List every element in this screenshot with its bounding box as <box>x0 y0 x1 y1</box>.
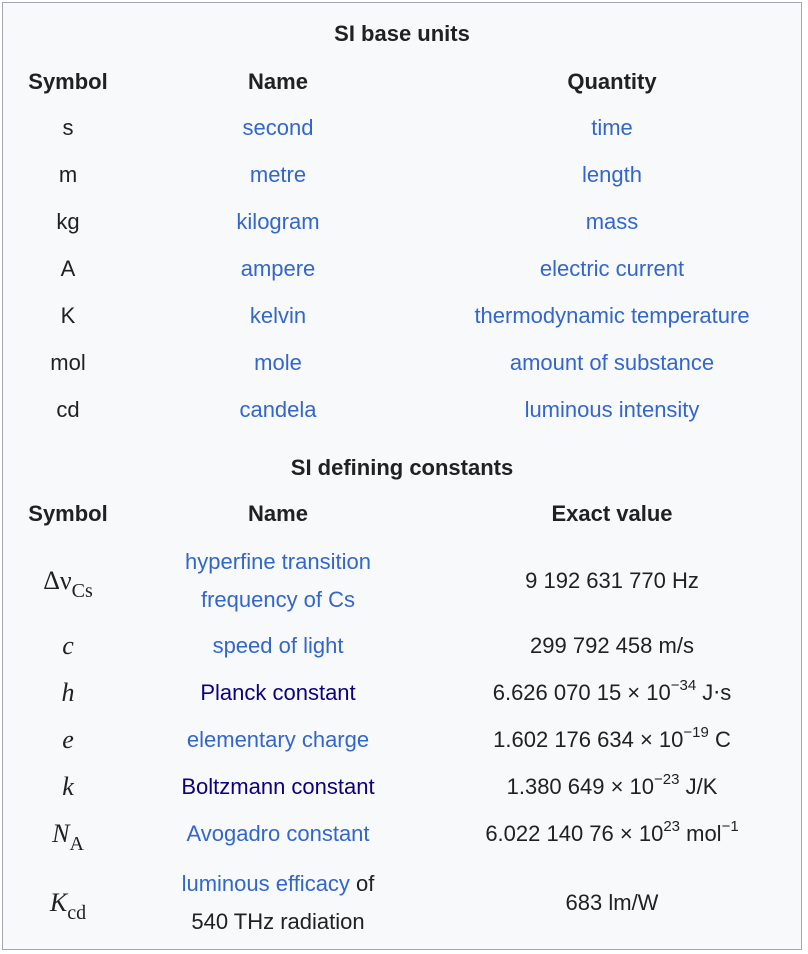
value-unit: C <box>708 727 731 752</box>
constant-symbol <box>3 772 133 802</box>
constant-value: 683 lm/W <box>565 890 659 915</box>
table-row <box>3 254 801 284</box>
constant-symbol <box>3 566 133 602</box>
quantity-link[interactable]: mass <box>585 209 639 234</box>
si-units-infobox <box>2 2 802 950</box>
table-row <box>3 113 801 143</box>
value-exponent: −34 <box>670 677 697 694</box>
base-units-caption: SI base units <box>334 21 470 46</box>
table-row <box>3 395 801 425</box>
unit-name-link[interactable]: candela <box>239 397 317 422</box>
value-exponent: 23 <box>663 818 680 835</box>
constant-value <box>423 819 801 849</box>
symbol-base: c <box>62 631 74 660</box>
symbol-base: Δν <box>43 566 72 595</box>
constant-symbol <box>3 725 133 755</box>
unit-symbol: kg <box>56 209 80 234</box>
value-mantissa: 1.380 649 × 10 <box>506 774 655 799</box>
constant-name-link[interactable]: elementary charge <box>186 727 370 752</box>
value-exponent: −23 <box>654 771 680 788</box>
unit-symbol: cd <box>56 397 80 422</box>
unit-name-link[interactable]: second <box>242 115 314 140</box>
unit-symbol: A <box>60 256 76 281</box>
unit-name-link[interactable]: ampere <box>240 256 316 281</box>
value-mantissa: 6.022 140 76 × 10 <box>485 821 664 846</box>
symbol-base: e <box>62 725 74 754</box>
constant-value <box>423 725 801 755</box>
constant-value: 299 792 458 m/s <box>530 633 694 658</box>
header-name: Name <box>248 501 308 526</box>
constant-name <box>133 543 423 619</box>
constant-name-link[interactable]: speed of light <box>212 633 344 658</box>
value-unit: J/K <box>679 774 718 799</box>
symbol-subscript: Cs <box>71 580 93 602</box>
quantity-link[interactable]: electric current <box>539 256 685 281</box>
name-line-1: hyperfine transition <box>185 549 371 574</box>
quantity-link[interactable]: thermodynamic temperature <box>474 303 750 328</box>
quantity-link[interactable]: luminous intensity <box>524 397 700 422</box>
unit-name-link[interactable]: mole <box>254 350 302 375</box>
quantity-link[interactable]: time <box>591 115 633 140</box>
name-rest: of <box>349 871 375 896</box>
table-row <box>3 725 801 755</box>
table-row <box>3 301 801 331</box>
value-unit: J⋅s <box>696 680 732 705</box>
value-exponent: −19 <box>683 724 709 741</box>
quantity-link[interactable]: amount of substance <box>509 350 715 375</box>
table-row <box>3 631 801 661</box>
header-symbol: Symbol <box>28 69 108 94</box>
symbol-subscript: A <box>69 833 84 855</box>
symbol-base: K <box>49 888 68 917</box>
constant-symbol <box>3 678 133 708</box>
constant-name-link[interactable] <box>185 549 371 612</box>
name-line-2: frequency of Cs <box>200 587 356 612</box>
header-quantity: Quantity <box>567 69 657 94</box>
symbol-subscript: cd <box>67 902 87 924</box>
base-units-header-row <box>3 67 801 97</box>
unit-name-link[interactable]: kilogram <box>236 209 320 234</box>
constant-value <box>423 678 801 708</box>
quantity-link[interactable]: length <box>582 162 642 187</box>
unit-name-link[interactable]: kelvin <box>249 303 307 328</box>
constant-symbol <box>3 631 133 661</box>
header-exact-value: Exact value <box>551 501 673 526</box>
symbol-base: h <box>61 678 75 707</box>
unit-symbol: m <box>58 162 78 187</box>
constant-name-link[interactable]: Boltzmann constant <box>181 774 375 799</box>
constant-name <box>133 865 423 941</box>
unit-symbol: mol <box>50 350 86 375</box>
table-row <box>3 865 801 941</box>
symbol-base: N <box>52 819 70 848</box>
value-mantissa: 6.626 070 15 × 10 <box>492 680 671 705</box>
table-row <box>3 678 801 708</box>
constant-name-link[interactable]: Avogadro constant <box>186 821 370 846</box>
constant-name-link[interactable]: Planck constant <box>200 680 356 705</box>
unit-symbol: s <box>62 115 74 140</box>
table-row <box>3 160 801 190</box>
table-row <box>3 772 801 802</box>
constants-header-row <box>3 499 801 529</box>
constants-caption: SI defining constants <box>290 455 514 480</box>
value-unit: mol <box>680 821 722 846</box>
header-symbol: Symbol <box>28 501 108 526</box>
table-row <box>3 207 801 237</box>
constant-value <box>423 772 801 802</box>
constant-name-link[interactable]: luminous efficacy <box>181 871 350 896</box>
value-unit-exponent: −1 <box>721 818 739 835</box>
name-line-2: 540 THz radiation <box>191 909 365 934</box>
table-row <box>3 818 801 855</box>
table-row <box>3 543 801 619</box>
symbol-base: k <box>62 772 74 801</box>
constant-value: 9 192 631 770 Hz <box>525 568 699 593</box>
table-row <box>3 348 801 378</box>
header-name: Name <box>248 69 308 94</box>
value-mantissa: 1.602 176 634 × 10 <box>493 727 684 752</box>
constant-symbol <box>3 888 133 924</box>
unit-symbol: K <box>60 303 76 328</box>
unit-name-link[interactable]: metre <box>249 162 307 187</box>
constant-symbol <box>3 819 133 855</box>
